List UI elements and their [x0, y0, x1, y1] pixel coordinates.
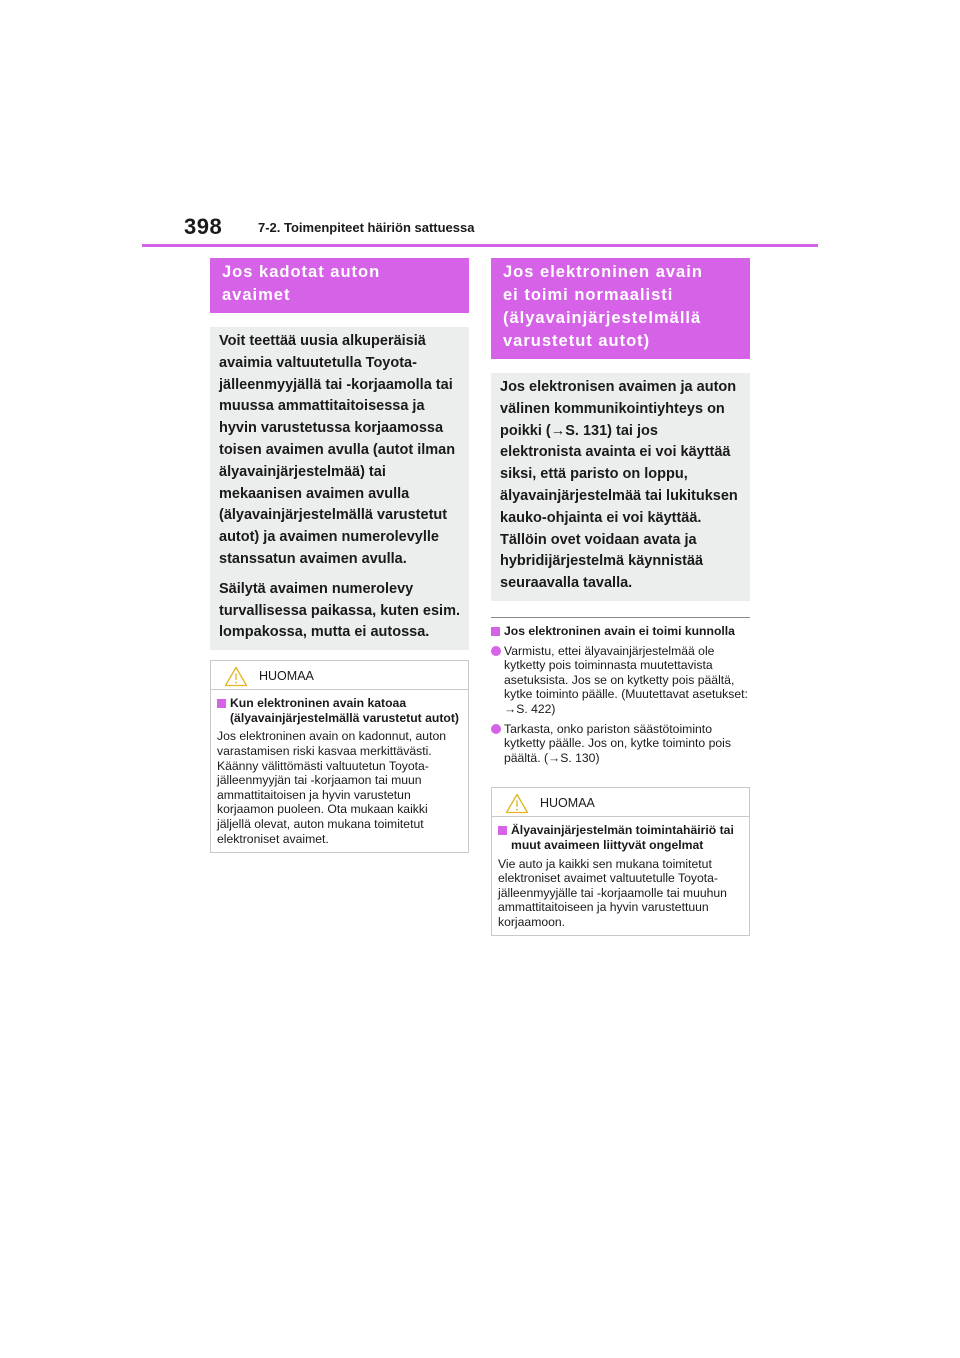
square-bullet-icon [491, 627, 500, 636]
heading-line: (älyavainjärjestelmällä [503, 309, 702, 327]
header-rule [142, 244, 818, 247]
warning-icon [505, 793, 529, 814]
heading-line: avaimet [222, 286, 291, 304]
notice-subheading [498, 823, 742, 852]
left-column [210, 258, 469, 853]
round-bullet-icon [491, 724, 501, 734]
notice-label: HUOMAA [259, 669, 314, 684]
right-column [491, 258, 750, 936]
list-item-text: Tarkasta, onko pariston säästötoiminto kytketty päälle. Jos on, kytke toiminto pois päältä. (→S. 130) [504, 721, 731, 765]
heading-line: varustetut autot) [503, 332, 651, 350]
page-number: 398 [184, 214, 223, 239]
notice-box [210, 660, 469, 853]
notice-text: Vie auto ja kaikki sen mukana toimitetut elektroniset avaimet valtuutetulle Toyota-jälleenmyyjälle tai -korjaamolle tai muuhun ammattitaitoiseen ja hyvin varustettuun korjaamoon. [498, 856, 727, 929]
key-malfunction-intro [491, 373, 750, 601]
notice-subheading-text: Älyavainjärjestelmän toimintahäiriö tai muut avaimeen liittyvät ongelmat [511, 823, 734, 852]
notice-body [211, 690, 468, 846]
intro-paragraph: Voit teettää uusia alkuperäisiä avaimia valtuutetulla Toyota-jälleenmyyjällä tai -korjaamolla tai muussa ammattitaitoisessa ja hyvin varustetussa korjaamossa toisen avaimen avulla (autot ilman älyavainjärjestelmää) tai mekaanisen avaimen avulla (älyavainjärjestelmällä varustetut autot) ja avaimen numerolevylle stanssatun avaimen avulla. [219, 333, 456, 567]
heading-line: ei toimi normaalisti [503, 286, 674, 304]
square-bullet-icon [217, 699, 226, 708]
list-item [491, 722, 750, 766]
section-divider [491, 617, 750, 618]
subsection-title [491, 624, 750, 639]
subsection-title-text: Jos elektroninen avain ei toimi kunnolla [504, 623, 735, 638]
notice-label: HUOMAA [540, 796, 595, 811]
list-item [491, 644, 750, 717]
notice-subheading-text: Kun elektroninen avain katoaa (älyavainjärjestelmällä varustetut autot) [230, 696, 459, 725]
notice-text: Jos elektroninen avain on kadonnut, auton varastamisen riski kasvaa merkittävästi. Käänny välittömästi valtuutetun Toyota-jälleenmyyjän tai -korjaamon tai muun ammattitaitoisen ja hyvin varustetun korjaamon puoleen. Ota mukaan kaikki jäljellä olevat, auton mukana toimitetut elektroniset avaimet. [217, 729, 447, 846]
key-malfunction-heading [491, 258, 750, 359]
warning-icon [224, 666, 248, 687]
section-title: 7-2. Toimenpiteet häiriön sattuessa [258, 220, 475, 235]
notice-body [492, 817, 749, 929]
lost-keys-intro [210, 327, 469, 650]
lost-keys-heading [210, 258, 469, 313]
heading-line: Jos elektroninen avain [503, 263, 703, 281]
notice-box [491, 787, 750, 936]
heading-line: Jos kadotat auton [222, 263, 381, 281]
notice-header [492, 788, 749, 817]
notice-subheading [217, 696, 461, 725]
intro-paragraph: Säilytä avaimen numerolevy turvallisessa paikassa, kuten esim. lompakossa, mutta ei autossa. [219, 580, 460, 641]
notice-header [211, 661, 468, 690]
subsection [491, 624, 750, 765]
round-bullet-icon [491, 646, 501, 656]
square-bullet-icon [498, 826, 507, 835]
intro-paragraph: Jos elektronisen avaimen ja auton välinen kommunikointiyhteys on poikki (→S. 131) tai jos elektronista avainta ei voi käyttää siksi, että paristo on loppu, älyavainjärjestelmää tai lukituksen kauko-ohjainta ei voi käyttää. Tällöin ovet voidaan avata ja hybridijärjestelmä käynnistää seuraavalla tavalla. [500, 379, 738, 592]
list-item-text: Varmistu, ettei älyavainjärjestelmää ole kytketty pois toiminnasta muutettavista asetuksista. Jos se on kytketty pois päältä, kytke toiminto päälle. (Muutettavat asetukset: →S. 422) [504, 643, 748, 716]
